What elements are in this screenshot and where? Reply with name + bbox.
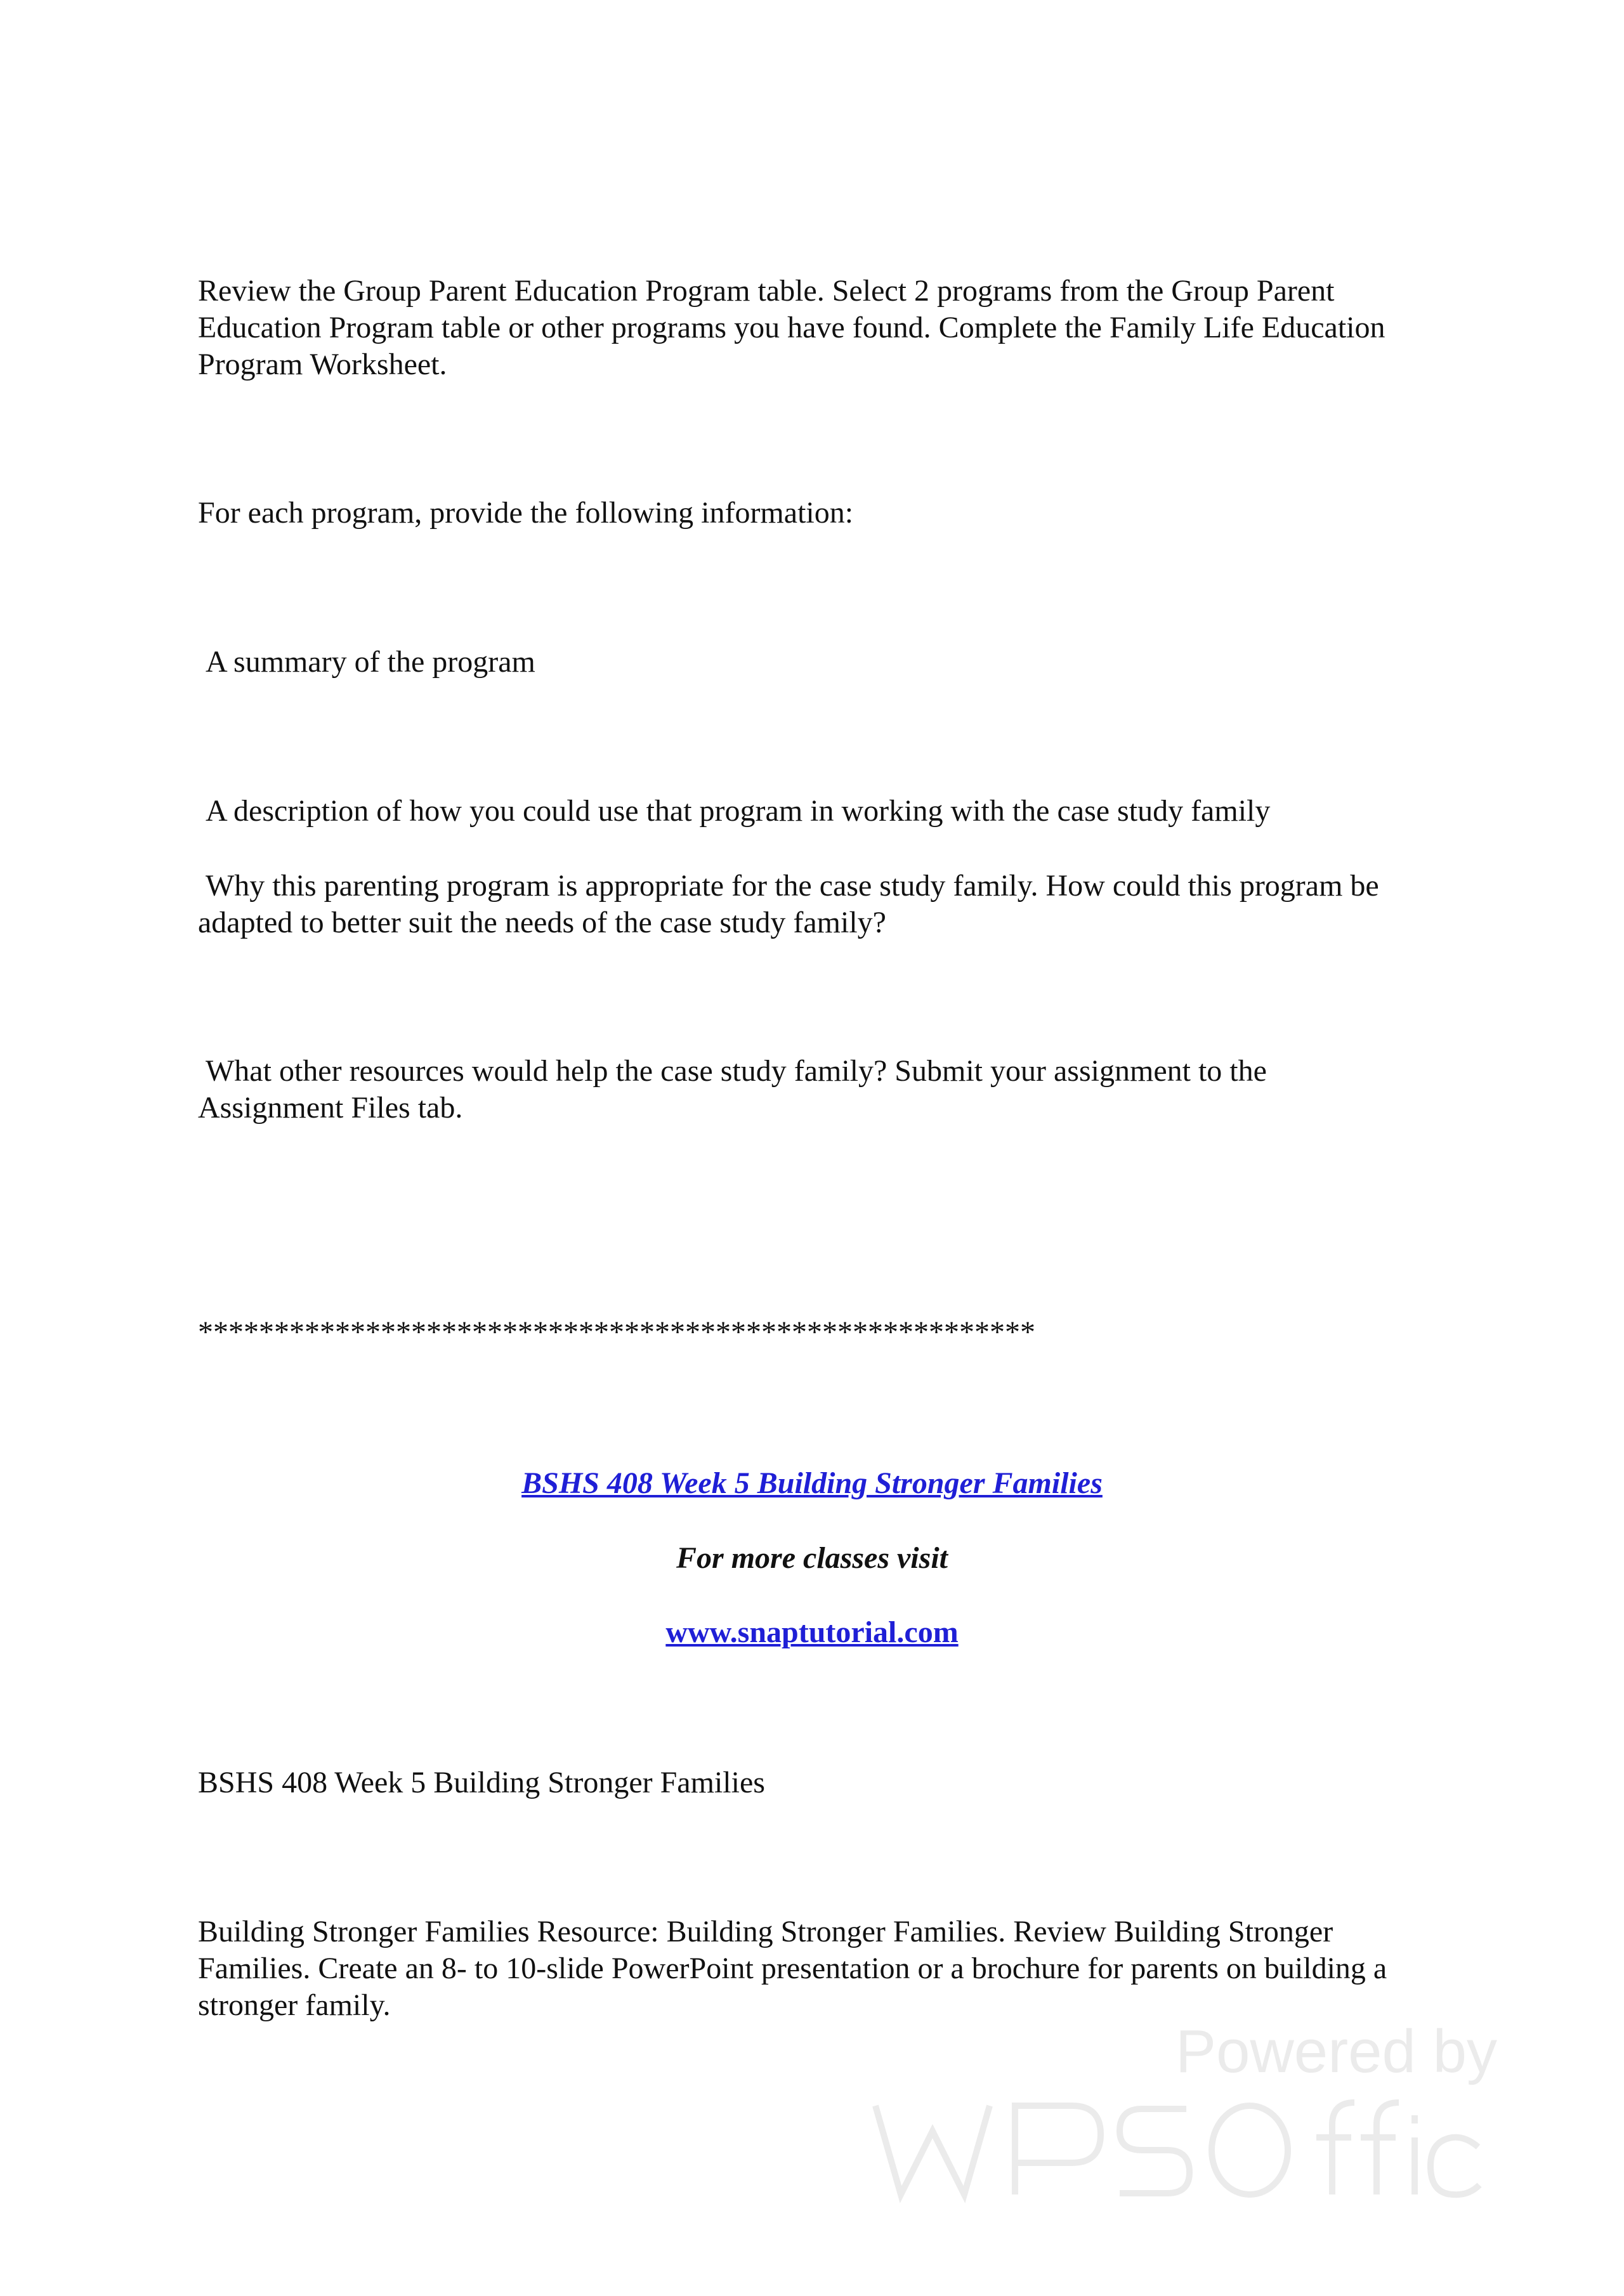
intro-line-1: Review the Group Parent Education Program table. Select 2 programs from the Group Parent [198, 274, 1335, 308]
intro-line-3: Program Worksheet. [198, 348, 447, 381]
resources-line-2: Assignment Files tab. [198, 1091, 463, 1125]
asterisk-separator: ******************************************************* [198, 1315, 1035, 1349]
more-classes-line [0, 1540, 1624, 1577]
course-link[interactable]: BSHS 408 Week 5 Building Stronger Families [521, 1466, 1103, 1500]
site-link-line [0, 1614, 1624, 1651]
watermark-powered-by: Powered by [1175, 2018, 1497, 2085]
final-line-2: Families. Create an 8- to 10-slide PowerPoint presentation or a brochure for parents on building a [198, 1952, 1387, 1985]
wps-office-logo-icon [869, 2087, 1503, 2207]
appropriateness-item [198, 868, 1467, 941]
final-line-3: stronger family. [198, 1988, 391, 2022]
site-link[interactable]: www.snaptutorial.com [665, 1615, 959, 1649]
instructions-paragraph: For each program, provide the following information: [198, 496, 854, 530]
more-classes-text: For more classes visit [676, 1541, 948, 1575]
final-line-1: Building Stronger Families Resource: Building Stronger Families. Review Building Stronger [198, 1915, 1333, 1948]
summary-item: A summary of the program [206, 645, 535, 679]
wps-watermark [869, 2017, 1503, 2207]
appropriateness-line-2: adapted to better suit the needs of the case study family? [198, 906, 886, 939]
resources-line-1: What other resources would help the case study family? Submit your assignment to the [206, 1054, 1267, 1088]
final-paragraph [198, 1914, 1467, 2024]
appropriateness-line-1: Why this parenting program is appropriate for the case study family. How could this program be [206, 869, 1379, 903]
section-title: BSHS 408 Week 5 Building Stronger Families [198, 1766, 765, 1799]
intro-line-2: Education Program table or other programs you have found. Complete the Family Life Education [198, 311, 1385, 344]
resources-item [198, 1053, 1467, 1126]
course-link-line [0, 1465, 1624, 1502]
description-item: A description of how you could use that program in working with the case study family [206, 794, 1271, 828]
intro-paragraph [198, 273, 1467, 383]
